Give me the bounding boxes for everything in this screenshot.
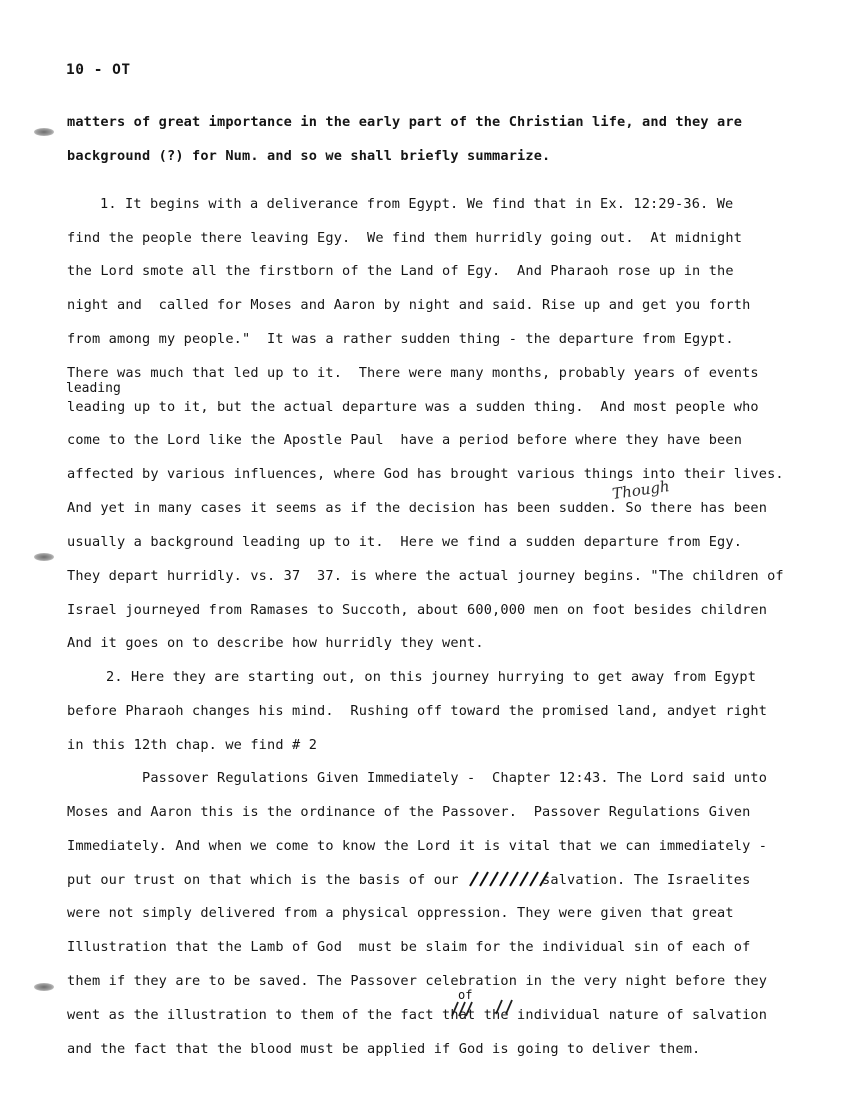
- text-line: before Pharaoh changes his mind. Rushing off toward the promised land, andyet right: [67, 703, 768, 719]
- text-line: come to the Lord like the Apostle Paul have a period before where they have been: [67, 432, 743, 448]
- strikeout-mark: [468, 870, 550, 890]
- text-line: Passover Regulations Given Immediately - Chapter 12:43. The Lord said unto: [142, 770, 768, 786]
- handwritten-note: Though: [611, 477, 671, 503]
- text-line: Moses and Aaron this is the ordinance of the Passover. Passover Regulations Given: [67, 804, 751, 820]
- text-line: leading up to it, but the actual departure was a sudden thing. And most people who: [67, 399, 759, 415]
- text-line: matters of great importance in the early part of the Christian life, and they are: [67, 114, 743, 130]
- text-line: in this 12th chap. we find # 2: [67, 737, 318, 753]
- text-line: the Lord smote all the firstborn of the Land of Egy. And Pharaoh rose up in the: [67, 263, 734, 279]
- typed-insert: leading: [66, 381, 121, 396]
- text-line: 2. Here they are starting out, on this journey hurrying to get away from Egypt: [106, 669, 757, 685]
- page-header: 10 - OT: [66, 62, 131, 78]
- text-line: There was much that led up to it. There were many months, probably years of events: [67, 365, 759, 381]
- text-line: them if they are to be saved. The Passover celebration in the very night before they: [67, 973, 768, 989]
- punch-hole-bottom: [34, 983, 54, 991]
- text-line: were not simply delivered from a physical oppression. They were given that great: [67, 905, 734, 921]
- text-line: and the fact that the blood must be applied if God is going to deliver them.: [67, 1041, 701, 1057]
- text-line: background (?) for Num. and so we shall briefly summarize.: [67, 148, 551, 164]
- text-line: night and called for Moses and Aaron by night and said. Rise up and get you forth: [67, 297, 751, 313]
- punch-hole-middle: [34, 553, 54, 561]
- text-line: Immediately. And when we come to know the Lord it is vital that we can immediately -: [67, 838, 768, 854]
- punch-hole-top: [34, 128, 54, 136]
- text-line: And yet in many cases it seems as if the decision has been sudden. So there has been: [67, 500, 768, 516]
- text-line: They depart hurridly. vs. 37 37. is where the actual journey begins. "The children of: [67, 568, 784, 584]
- text-line: put our trust on that which is the basis of our salvation. The Israelites: [67, 872, 751, 888]
- overtype-insert: of: [458, 988, 473, 1002]
- text-line: 1. It begins with a deliverance from Egypt. We find that in Ex. 12:29-36. We: [100, 196, 734, 212]
- text-line: from among my people." It was a rather sudden thing - the departure from Egypt.: [67, 331, 734, 347]
- text-line: usually a background leading up to it. Here we find a sudden departure from Egy.: [67, 534, 743, 550]
- text-line: went as the illustration to them of the fact that the individual nature of salvation: [67, 1007, 768, 1023]
- text-line: find the people there leaving Egy. We find them hurridly going out. At midnight: [67, 230, 743, 246]
- text-line: Illustration that the Lamb of God must be slaim for the individual sin of each of: [67, 939, 751, 955]
- text-line: Israel journeyed from Ramases to Succoth, about 600,000 men on foot besides children: [67, 602, 768, 618]
- text-line: affected by various influences, where God has brought various things into their lives.: [67, 466, 784, 482]
- text-line: And it goes on to describe how hurridly they went.: [67, 635, 484, 651]
